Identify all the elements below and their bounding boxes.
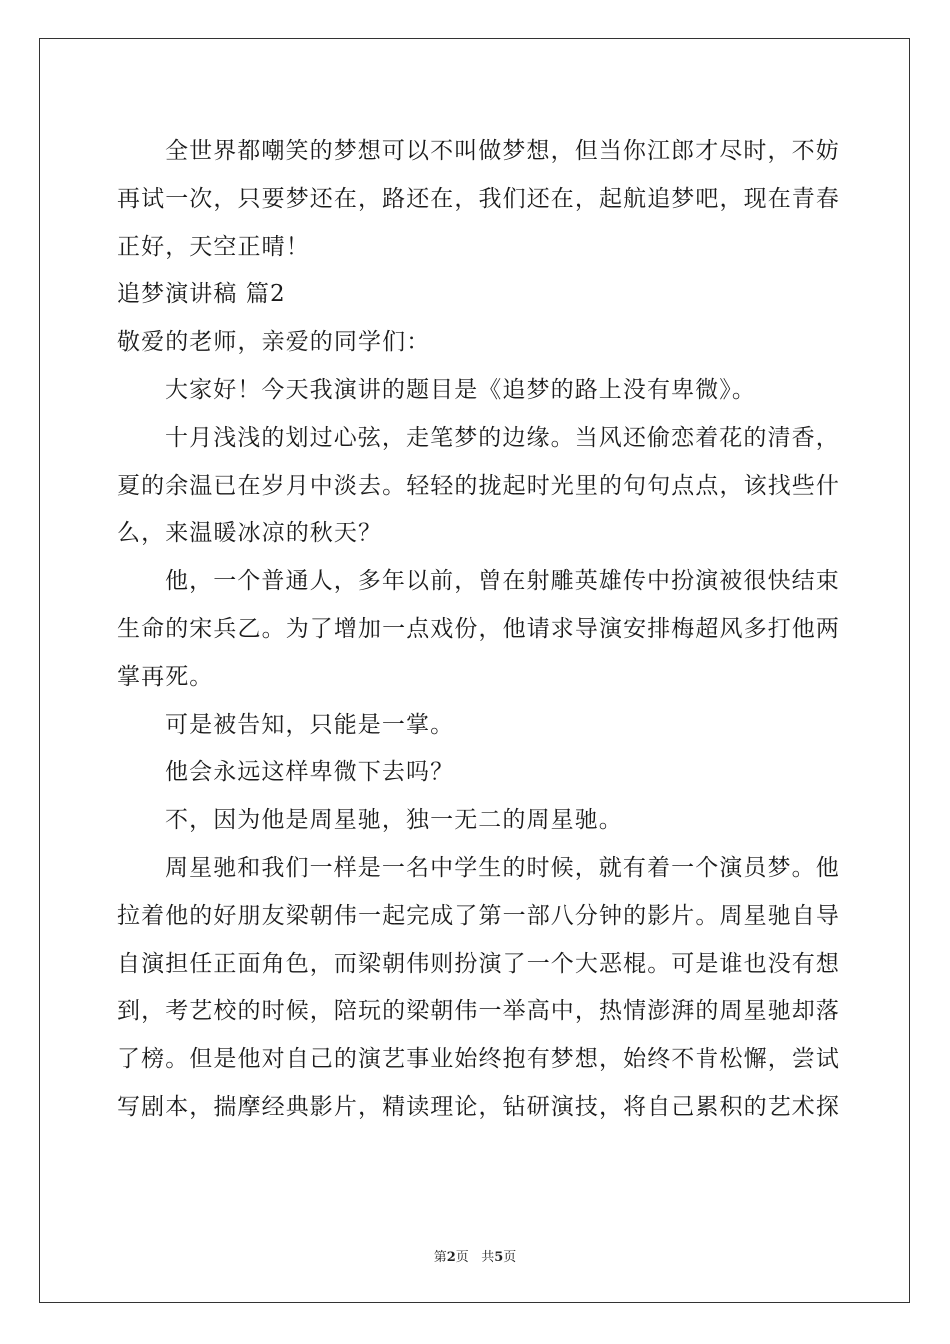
- salutation: 敬爱的老师，亲爱的同学们：: [117, 329, 431, 356]
- paragraph-line: 拉着他的好朋友梁朝伟一起完成了第一部八分钟的影片。周星驰自导: [117, 902, 840, 929]
- footer-total-suffix: 页: [503, 1250, 517, 1265]
- paragraph-line: 可是被告知，只能是一掌。: [165, 711, 455, 738]
- paragraph-line: 夏的余温已在岁月中淡去。轻轻的拢起时光里的句句点点，该找些什: [117, 472, 840, 499]
- paragraph-line: 周星驰和我们一样是一名中学生的时候，就有着一个演员梦。他: [165, 854, 840, 881]
- footer-page-number: 2: [446, 1250, 456, 1265]
- document-body: [117, 128, 840, 1132]
- footer-page-suffix: 页: [455, 1250, 469, 1265]
- footer-total-prefix: 共: [481, 1250, 495, 1265]
- paragraph-line: 他会永远这样卑微下去吗？: [165, 759, 455, 786]
- paragraph-line: 他，一个普通人，多年以前，曾在射雕英雄传中扮演被很快结束: [165, 568, 840, 595]
- paragraph-line: 生命的宋兵乙。为了增加一点戏份，他请求导演安排梅超风多打他两: [117, 615, 840, 642]
- paragraph-line: 再试一次，只要梦还在，路还在，我们还在，起航追梦吧，现在青春: [117, 185, 840, 212]
- paragraph-line: 全世界都嘲笑的梦想可以不叫做梦想，但当你江郎才尽时，不妨: [165, 138, 840, 164]
- footer-page-prefix: 第: [433, 1250, 447, 1265]
- paragraph-line: 十月浅浅的划过心弦，走笔梦的边缘。当风还偷恋着花的清香，: [165, 424, 840, 451]
- footer-total-pages: 5: [494, 1250, 504, 1265]
- paragraph-line: 不，因为他是周星驰，独一无二的周星驰。: [165, 807, 623, 834]
- paragraph-line: 么，来温暖冰凉的秋天？: [117, 520, 383, 547]
- paragraph-line: 到，考艺校的时候，陪玩的梁朝伟一举高中，热情澎湃的周星驰却落: [117, 998, 840, 1025]
- paragraph-line: 掌再死。: [117, 663, 214, 690]
- paragraph-line: 大家好！今天我演讲的题目是《追梦的路上没有卑微》。: [165, 376, 756, 403]
- section-heading: 追梦演讲稿 篇2: [117, 281, 286, 308]
- page-footer: [0, 1246, 950, 1265]
- paragraph-line: 了榜。但是他对自己的演艺事业始终抱有梦想，始终不肯松懈，尝试: [117, 1046, 840, 1073]
- paragraph-line: 写剧本，揣摩经典影片，精读理论，钻研演技，将自己累积的艺术探: [117, 1093, 840, 1120]
- paragraph-line: 正好，天空正晴！: [117, 233, 310, 260]
- paragraph-line: 自演担任正面角色，而梁朝伟则扮演了一个大恶棍。可是谁也没有想: [117, 950, 840, 977]
